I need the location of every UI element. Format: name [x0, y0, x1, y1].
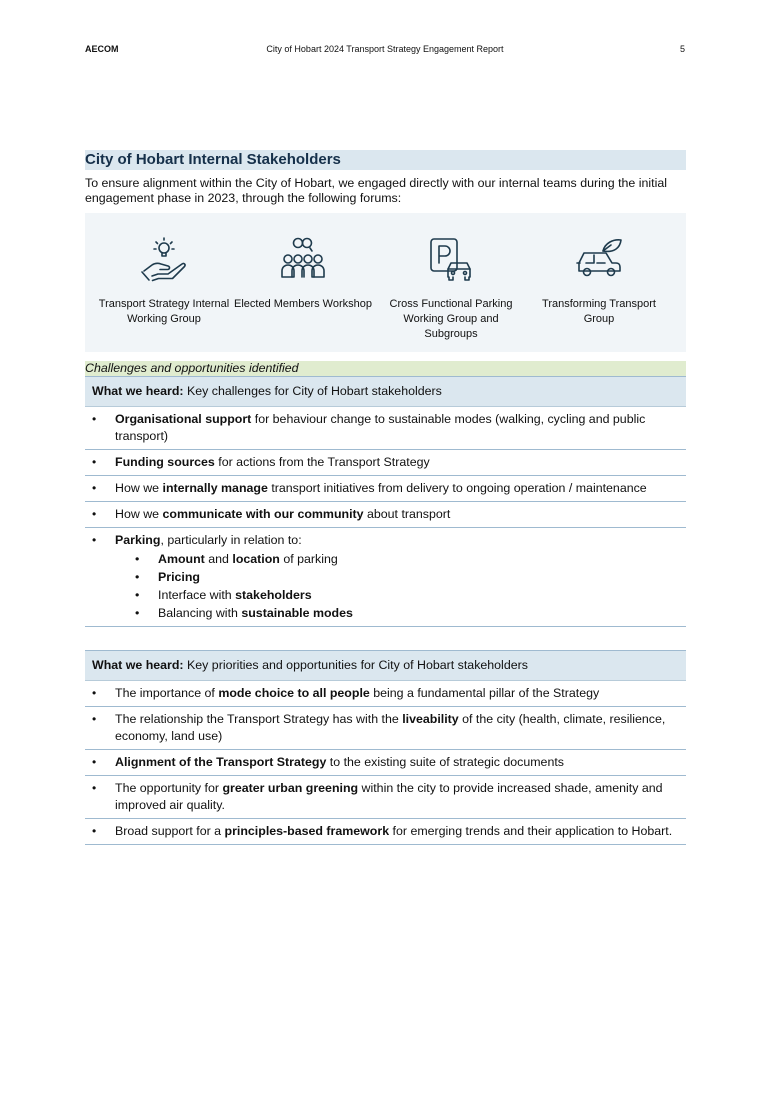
- heading-bold: What we heard:: [92, 384, 184, 398]
- priorities-table: [85, 650, 686, 845]
- item-text: The importance of: [115, 686, 219, 700]
- hand-lightbulb-icon: [138, 235, 190, 283]
- item-text: for behaviour change to sustainable modes (walking, cycling and public transport): [115, 412, 646, 443]
- item-text: for actions from the Transport Strategy: [214, 455, 430, 469]
- bold-text: stakeholders: [235, 588, 312, 602]
- forum-label: Transforming Transport Group: [542, 298, 656, 325]
- item-text: The opportunity for: [115, 781, 223, 795]
- bold-text: location: [232, 552, 280, 566]
- list-item: [85, 776, 686, 819]
- car-leaf-icon: [573, 235, 625, 283]
- bold-text: greater urban greening: [222, 781, 359, 795]
- forum-label: Elected Members Workshop: [234, 298, 372, 310]
- report-title: City of Hobart 2024 Transport Strategy Engagement Report: [266, 44, 504, 54]
- list-item: [85, 476, 686, 502]
- bold-text: Alignment of the Transport Strategy: [115, 755, 327, 769]
- item-text: Interface with: [158, 588, 236, 602]
- spacer: [85, 627, 686, 650]
- bold-text: mode choice to all people: [218, 686, 370, 700]
- challenges-heading: [85, 377, 686, 407]
- item-text: of parking: [279, 552, 338, 566]
- sub-list-item: [115, 568, 680, 586]
- challenges-subheading: Challenges and opportunities identified: [85, 361, 686, 376]
- bold-text: communicate with our community: [162, 507, 364, 521]
- priorities-heading: [85, 651, 686, 681]
- item-text: within the city to provide increased shade, amenity and improved air quality.: [115, 781, 663, 812]
- heading-text: Key priorities and opportunities for City of Hobart stakeholders: [183, 658, 528, 672]
- bold-text: Parking: [115, 533, 161, 547]
- item-text: to the existing suite of strategic documents: [326, 755, 564, 769]
- bold-text: Amount: [158, 552, 205, 566]
- heading-text: Key challenges for City of Hobart stakeholders: [183, 384, 442, 398]
- forums-panel: [85, 213, 686, 352]
- page-number: 5: [679, 44, 685, 54]
- item-text: being a fundamental pillar of the Strategy: [369, 686, 600, 700]
- forum-label: Transport Strategy Internal Working Group: [98, 298, 230, 325]
- intro-paragraph: To ensure alignment within the City of Hobart, we engaged directly with our internal teams during the initial engagement phase in 2023, through the following forums:: [85, 176, 667, 205]
- item-text: Broad support for a: [115, 824, 225, 838]
- item-text: , particularly in relation to:: [160, 533, 302, 547]
- bold-text: sustainable modes: [241, 606, 353, 620]
- parking-car-icon: [425, 235, 477, 283]
- list-item: [85, 707, 686, 750]
- brand-name: AECOM: [85, 44, 119, 54]
- bold-text: principles-based framework: [224, 824, 390, 838]
- forum-label: Cross Functional Parking Working Group and Subgroups: [389, 298, 513, 340]
- list-item-parking: [85, 528, 686, 627]
- item-text: about transport: [363, 507, 451, 521]
- item-text: The relationship the Transport Strategy has with the: [115, 712, 403, 726]
- group-people-icon: [277, 235, 329, 283]
- list-item: [85, 819, 686, 845]
- sub-list-item: [115, 586, 680, 604]
- bold-text: Funding sources: [115, 455, 215, 469]
- page-header: [85, 44, 685, 58]
- bold-text: liveability: [402, 712, 459, 726]
- list-item: [85, 681, 686, 707]
- item-text: and: [204, 552, 233, 566]
- item-text: of the city (health, climate, resilience, economy, land use): [115, 712, 666, 743]
- bold-text: Organisational support: [115, 412, 252, 426]
- sub-list-item: [115, 604, 680, 622]
- section-title: City of Hobart Internal Stakeholders: [85, 150, 686, 170]
- page-content: [85, 150, 686, 845]
- item-text: transport initiatives from delivery to ongoing operation / maintenance: [267, 481, 647, 495]
- sub-list-item: [115, 550, 680, 568]
- parking-sublist: [115, 550, 680, 622]
- bold-text: internally manage: [162, 481, 268, 495]
- bold-text: Pricing: [158, 570, 200, 584]
- list-item: [85, 407, 686, 450]
- list-item: [85, 450, 686, 476]
- challenges-table: [85, 376, 686, 627]
- list-item: [85, 750, 686, 776]
- item-text: Balancing with: [158, 606, 242, 620]
- item-text: How we: [115, 507, 163, 521]
- item-text: for emerging trends and their application to Hobart.: [389, 824, 673, 838]
- heading-bold: What we heard:: [92, 658, 184, 672]
- item-text: How we: [115, 481, 163, 495]
- list-item: [85, 502, 686, 528]
